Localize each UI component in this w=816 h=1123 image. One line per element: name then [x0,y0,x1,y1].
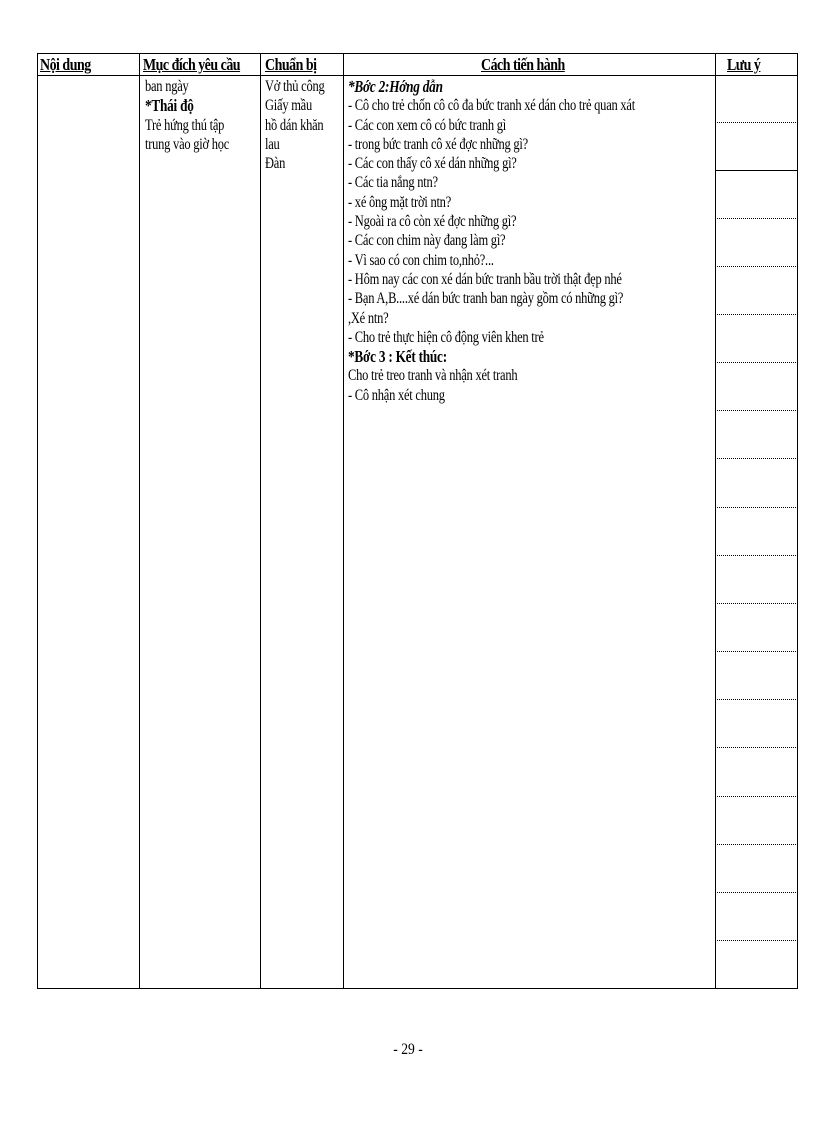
note-rule [715,362,798,363]
note-rule [715,314,798,315]
muc-dich-cell [145,77,229,154]
note-rule [715,892,798,893]
text-line: - xé ông mặt trời ntn? [348,193,452,211]
text-line: - Cho trẻ thực hiện cô động viên khen trẻ [348,328,544,346]
note-rule [715,458,798,459]
text-line: - Các con thấy cô xé dán những gì? [348,155,517,173]
header-noi-dung: Nội dung [40,55,91,74]
note-rule [715,940,798,941]
text-line: - Cô nhận xét chung [348,386,445,404]
text-line: - Các con xem cô có bức tranh gì [348,116,506,134]
header-divider [37,75,798,76]
step-heading: *Bớc 2:Hớng dẫn [348,77,443,96]
column-divider [715,53,716,989]
text-line: trung vào giờ học [145,135,230,153]
text-line: ban ngày [145,78,189,95]
text-line: - Hôm nay các con xé dán bức tranh bầu trời thật đẹp nhé [348,270,622,288]
text-line: lau [265,135,280,153]
note-rule [715,699,798,700]
note-rule [715,410,798,411]
text-line: Trẻ hứng thú tập [145,116,225,134]
text-line: Giấy mầu [265,97,312,115]
table-border-right [797,53,798,989]
note-rule [715,507,798,508]
text-line: - Vì sao có con chim to,nhỏ?... [348,251,494,269]
header-chuan-bi: Chuẩn bị [265,55,317,74]
header-cach-tien-hanh: Cách tiến hành [481,55,565,74]
text-line: Vở thủ công [265,78,325,95]
table-border-left [37,53,38,989]
column-divider [139,53,140,989]
note-rule [715,218,798,219]
note-rule [715,796,798,797]
chuan-bi-cell [265,77,324,173]
note-rule [715,266,798,267]
note-rule [715,555,798,556]
text-line: Đàn [265,155,286,173]
note-rule [715,603,798,604]
note-rule [715,747,798,748]
page-number: - 29 - [393,1041,423,1058]
text-line: ,Xé ntn? [348,309,389,327]
note-rule [715,651,798,652]
text-line: - Ngoài ra cô còn xé đợc những gì? [348,213,517,231]
section-heading: *Thái độ [145,96,194,116]
header-muc-dich: Mục đích yêu cầu [143,55,241,74]
text-line: - Cô cho trẻ chốn cô cô đa bức tranh xé dán cho trẻ quan xát [348,97,635,115]
header-luu-y: Lưu ý [727,55,761,74]
text-line: - Các tia nắng ntn? [348,174,438,192]
note-rule [715,170,798,171]
cach-tien-hanh-cell [348,77,635,405]
text-line: Cho trẻ treo tranh và nhận xét tranh [348,367,518,385]
text-line: - trong bức tranh cô xé đợc những gì? [348,135,528,153]
note-rule [715,844,798,845]
column-divider [260,53,261,989]
step-heading: *Bớc 3 : Kết thúc: [348,347,447,367]
note-rule [715,122,798,123]
text-line: - Các con chim này đang làm gì? [348,232,506,250]
text-line: hồ dán khăn [265,116,324,134]
column-divider [343,53,344,989]
text-line: - Bạn A,B....xé dán bức tranh ban ngày gồm có những gì? [348,290,624,308]
